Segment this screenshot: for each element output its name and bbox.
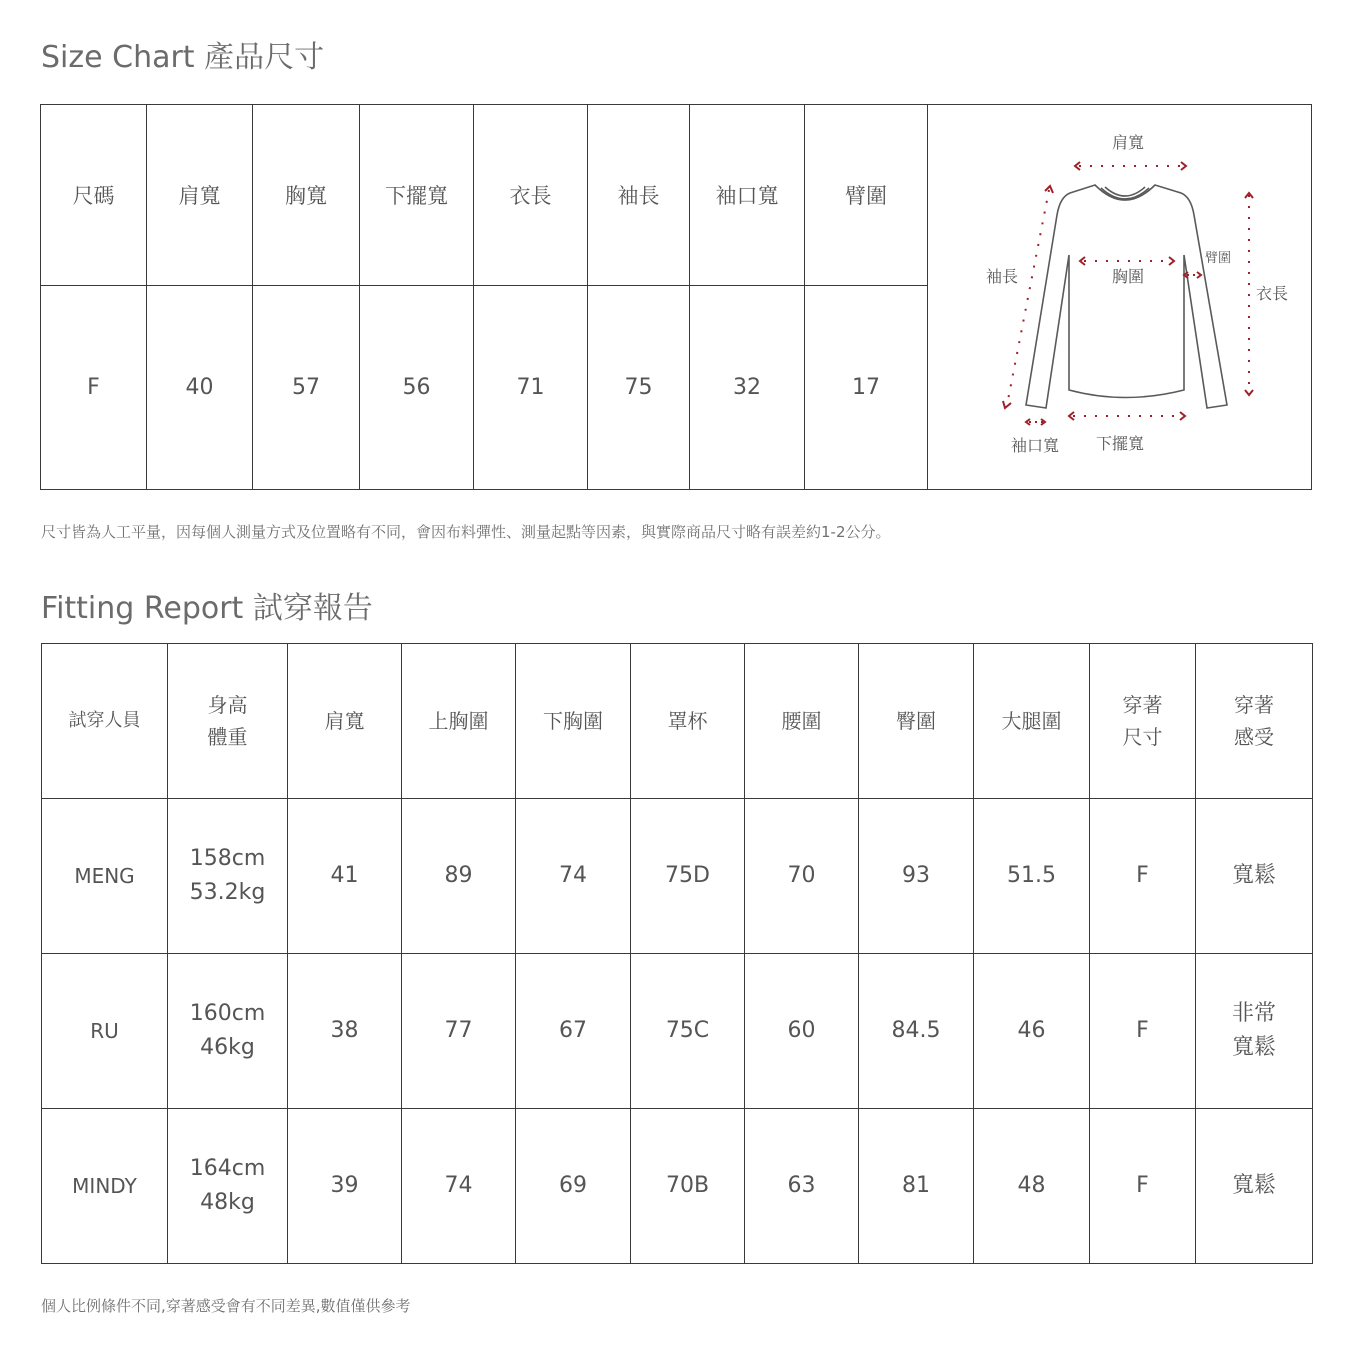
fit-header-height-weight: 身高 體重 (168, 644, 288, 799)
size-cell-length: 71 (474, 285, 588, 489)
fit-header-shoulder: 肩寬 (288, 644, 402, 799)
diagram-label-chest: 胸圍 (1111, 267, 1144, 286)
tester-upper-bust: 77 (402, 954, 516, 1109)
diagram-label-length: 衣長 (1255, 284, 1288, 303)
fit-header-row (42, 644, 1313, 799)
fit-header-under-bust: 下胸圍 (516, 644, 631, 799)
tester-under-bust: 69 (516, 1109, 631, 1264)
tester-worn-size: F (1090, 954, 1196, 1109)
tester-height-weight: 158cm 53.2kg (168, 799, 288, 954)
fit-header-cup: 罩杯 (631, 644, 745, 799)
fit-header-tester: 試穿人員 (42, 644, 168, 799)
tester-hip: 81 (859, 1109, 974, 1264)
table-row (42, 799, 1313, 954)
tester-thigh: 46 (974, 954, 1090, 1109)
tester-shoulder: 38 (288, 954, 402, 1109)
tester-under-bust: 67 (516, 954, 631, 1109)
size-chart-table (40, 104, 1312, 490)
tester-name: MINDY (42, 1109, 168, 1264)
tester-worn-size: F (1090, 1109, 1196, 1264)
shirt-measurement-diagram (929, 105, 1311, 483)
tester-height-weight: 160cm 46kg (168, 954, 288, 1109)
tester-shoulder: 39 (288, 1109, 402, 1264)
table-row (42, 1109, 1313, 1264)
diagram-label-hem: 下擺寬 (1095, 434, 1144, 453)
tester-under-bust: 74 (516, 799, 631, 954)
measurement-diagram-cell (928, 105, 1312, 490)
size-cell-chest: 57 (253, 285, 360, 489)
tester-feeling: 寬鬆 (1196, 1109, 1313, 1264)
size-header-length: 衣長 (474, 105, 588, 286)
fit-header-worn-size: 穿著 尺寸 (1090, 644, 1196, 799)
size-header-row (41, 105, 1312, 286)
size-cell-shoulder: 40 (147, 285, 253, 489)
tester-hip: 84.5 (859, 954, 974, 1109)
fitting-report-note: 個人比例條件不同,穿著感受會有不同差異,數值僅供參考 (41, 1297, 411, 1315)
size-cell-cuff: 32 (690, 285, 805, 489)
diagram-label-shoulder: 肩寬 (1111, 133, 1144, 152)
size-header-size: 尺碼 (41, 105, 147, 286)
size-header-arm: 臂圍 (805, 105, 928, 286)
tester-waist: 70 (745, 799, 859, 954)
measurement-arrows (1003, 162, 1253, 425)
size-cell-sleeve: 75 (588, 285, 690, 489)
fit-header-upper-bust: 上胸圍 (402, 644, 516, 799)
fitting-report-title: Fitting Report 試穿報告 (41, 591, 373, 626)
size-cell-hem: 56 (360, 285, 474, 489)
tester-upper-bust: 74 (402, 1109, 516, 1264)
size-header-chest: 胸寬 (253, 105, 360, 286)
fit-header-thigh: 大腿圍 (974, 644, 1090, 799)
diagram-label-arm: 臂圍 (1204, 251, 1231, 266)
tester-thigh: 48 (974, 1109, 1090, 1264)
diagram-label-sleeve: 袖長 (985, 267, 1018, 286)
table-row (42, 954, 1313, 1109)
tester-cup: 75D (631, 799, 745, 954)
size-header-sleeve: 袖長 (588, 105, 690, 286)
size-header-hem: 下擺寬 (360, 105, 474, 286)
size-header-cuff: 袖口寬 (690, 105, 805, 286)
tester-height-weight: 164cm 48kg (168, 1109, 288, 1264)
fitting-report-table (41, 643, 1313, 1264)
tester-upper-bust: 89 (402, 799, 516, 954)
tester-shoulder: 41 (288, 799, 402, 954)
diagram-label-cuff: 袖口寬 (1010, 436, 1059, 455)
shirt-outline (1026, 185, 1227, 408)
tester-waist: 63 (745, 1109, 859, 1264)
size-chart-note: 尺寸皆為人工平量，因每個人測量方式及位置略有不同，會因布料彈性、測量起點等因素，與實際商品尺寸略有誤差約1-2公分。 (41, 523, 891, 541)
fit-header-hip: 臀圍 (859, 644, 974, 799)
tester-thigh: 51.5 (974, 799, 1090, 954)
diagram-labels (985, 133, 1287, 455)
tester-waist: 60 (745, 954, 859, 1109)
size-chart-title: Size Chart 產品尺寸 (41, 40, 325, 75)
tester-name: MENG (42, 799, 168, 954)
size-cell-size: F (41, 285, 147, 489)
fit-header-feeling: 穿著 感受 (1196, 644, 1313, 799)
tester-worn-size: F (1090, 799, 1196, 954)
tester-hip: 93 (859, 799, 974, 954)
size-header-shoulder: 肩寬 (147, 105, 253, 286)
tester-cup: 70B (631, 1109, 745, 1264)
tester-feeling: 寬鬆 (1196, 799, 1313, 954)
tester-cup: 75C (631, 954, 745, 1109)
tester-feeling: 非常 寬鬆 (1196, 954, 1313, 1109)
size-cell-arm: 17 (805, 285, 928, 489)
tester-name: RU (42, 954, 168, 1109)
fit-header-waist: 腰圍 (745, 644, 859, 799)
